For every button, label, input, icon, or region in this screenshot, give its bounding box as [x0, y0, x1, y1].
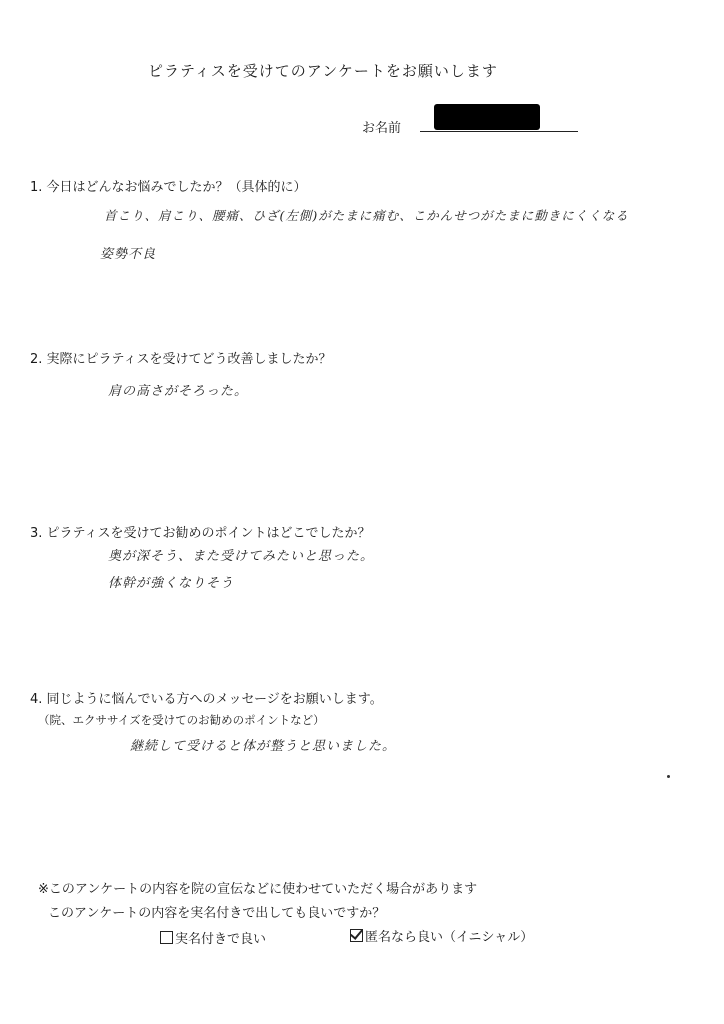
option-anonymous-label: 匿名なら良い（イニシャル）: [365, 930, 534, 945]
answer-3-line-2: 体幹が強くなりそう: [108, 576, 235, 591]
question-4-subnote: （院、エクササイズを受けてのお勧めのポイントなど）: [38, 713, 325, 727]
consent-question: このアンケートの内容を実名付きで出しても良いですか？: [48, 906, 386, 921]
stray-mark: [667, 775, 670, 778]
anonymous-checkbox[interactable]: [350, 929, 363, 942]
question-1: 1. 今日はどんなお悩みでしたか？（具体的に）: [30, 180, 307, 195]
name-label: お名前: [362, 121, 402, 136]
redacted-name: [434, 104, 540, 130]
question-2: 2. 実際にピラティスを受けてどう改善しましたか？: [30, 352, 332, 367]
answer-4: 継続して受けると体が整うと思いました。: [130, 739, 397, 754]
question-4: 4. 同じように悩んでいる方へのメッセージをお願いします。: [30, 692, 383, 707]
option-realname[interactable]: [160, 928, 266, 947]
answer-2: 肩の高さがそろった。: [108, 384, 249, 399]
survey-title: ピラティスを受けてのアンケートをお願いします: [148, 62, 498, 80]
answer-3-line-1: 奥が深そう、また受けてみたいと思った。: [108, 549, 375, 564]
name-underline: [420, 131, 578, 132]
footer-notice: ※このアンケートの内容を院の宣伝などに使わせていただく場合があります: [38, 882, 478, 897]
realname-checkbox[interactable]: [160, 931, 173, 944]
answer-1-line-2: 姿勢不良: [100, 247, 157, 262]
option-anonymous[interactable]: [350, 926, 533, 945]
answer-1-line-1: 首こり、肩こり、腰痛、ひざ(左側)がたまに痛む、こかんせつがたまに動きにくくなる: [104, 208, 629, 223]
option-realname-label: 実名付きで良い: [175, 932, 267, 947]
question-3: 3. ピラティスを受けてお勧めのポイントはどこでしたか？: [30, 526, 371, 541]
